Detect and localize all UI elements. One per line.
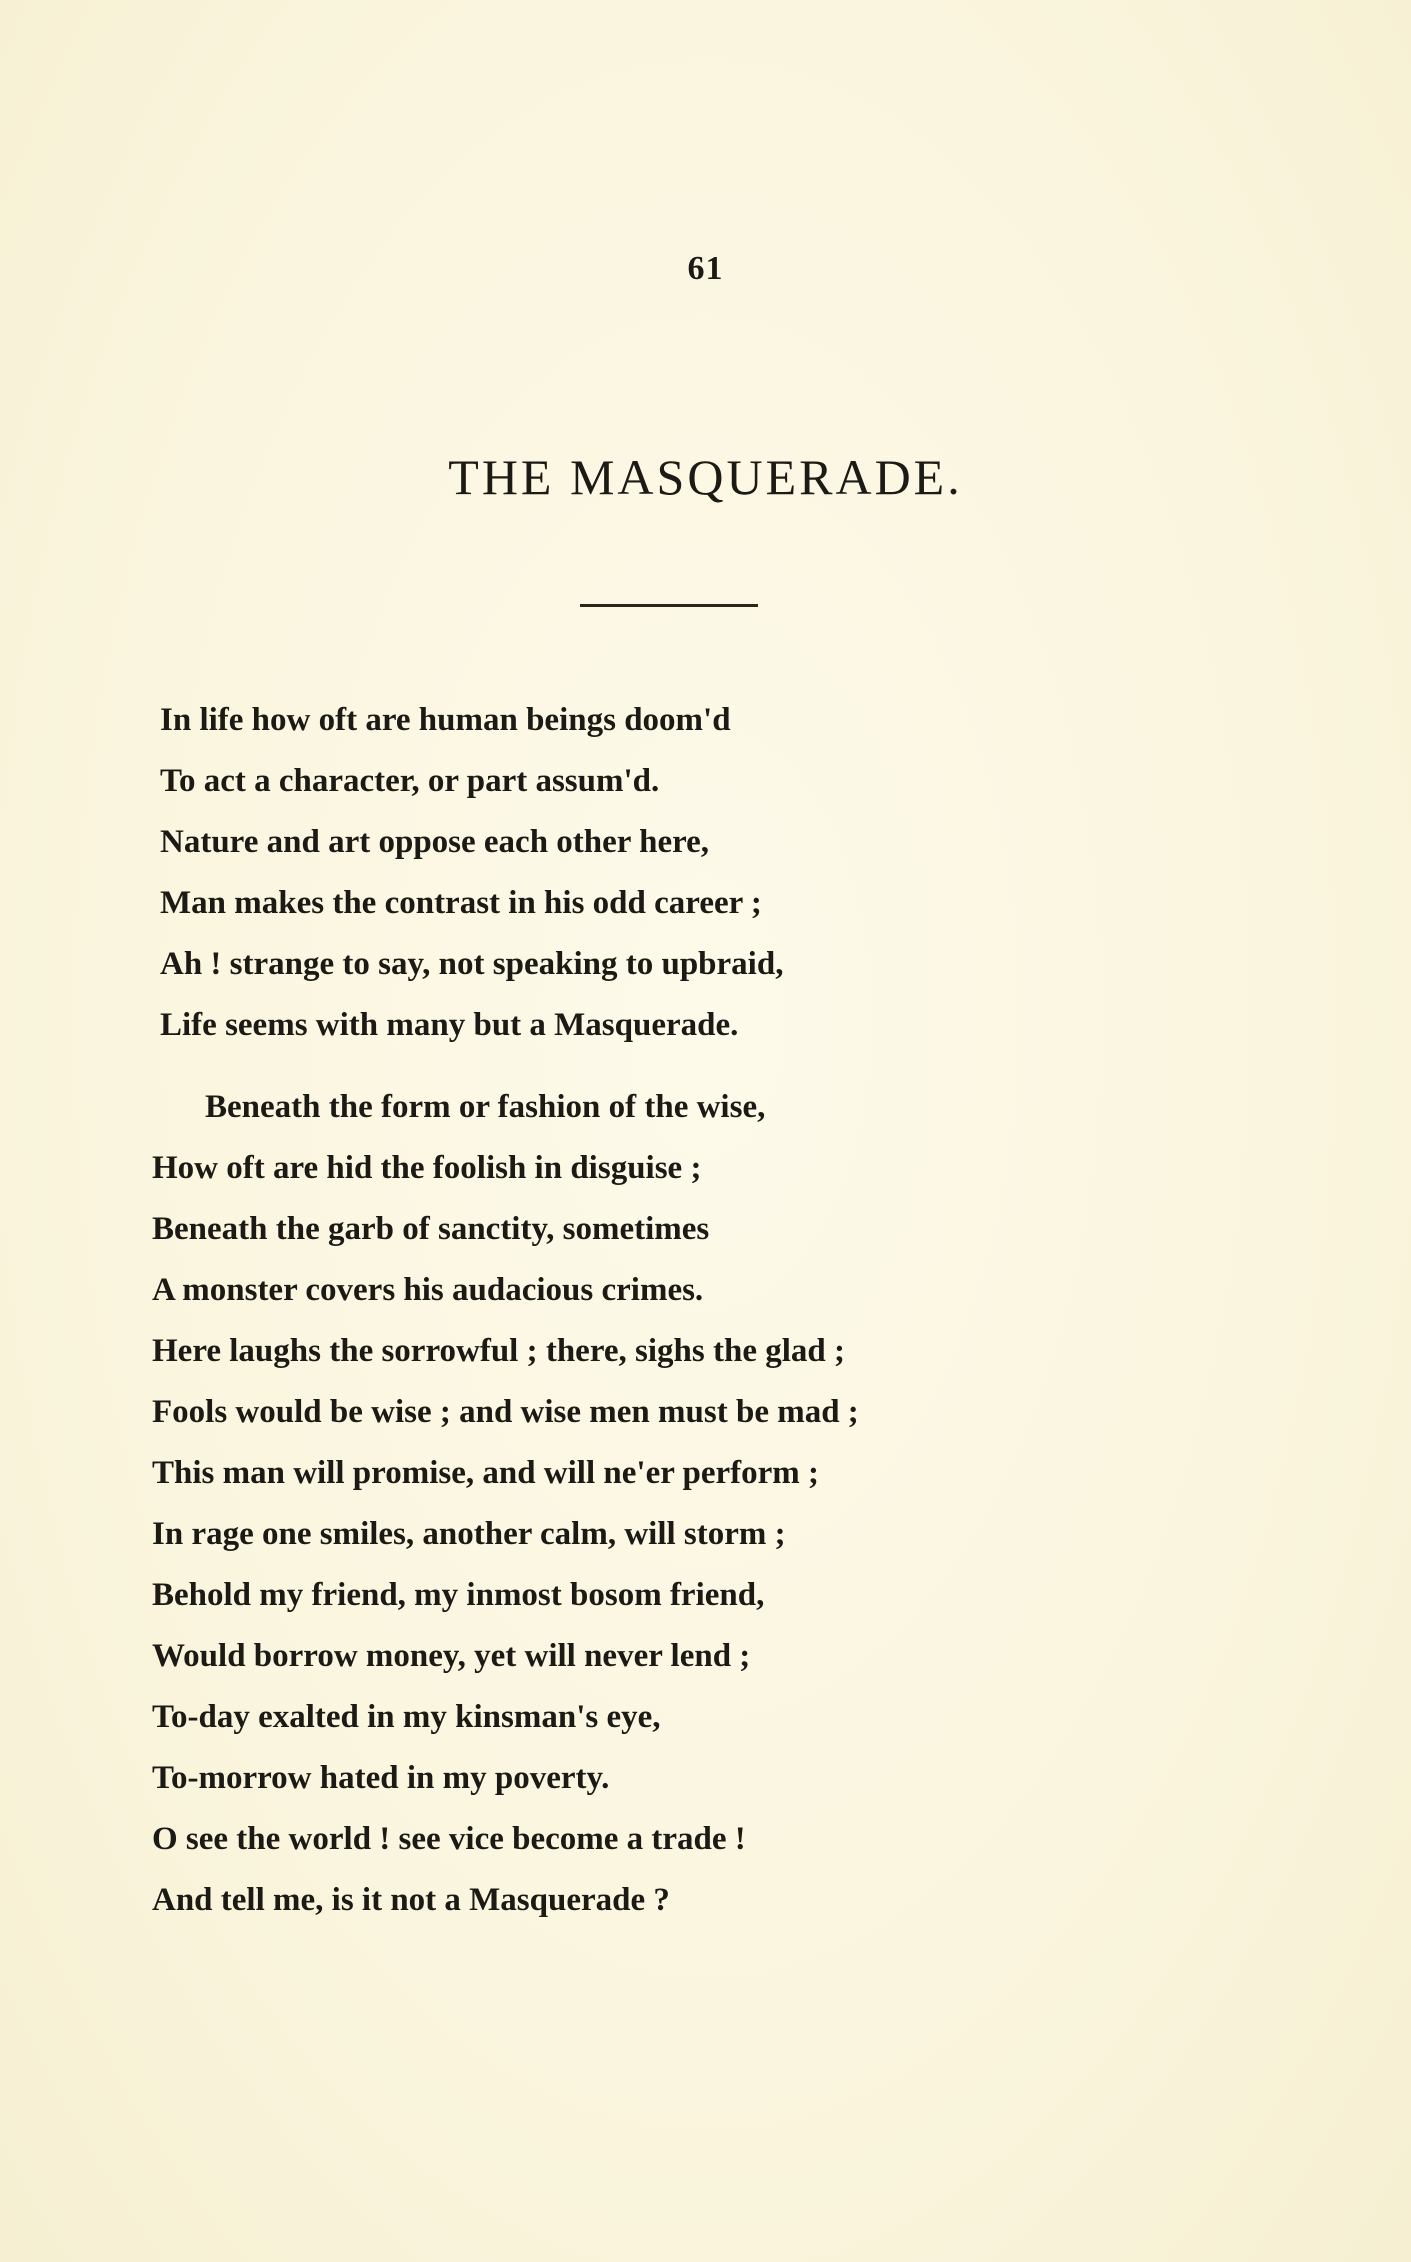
- poem-line: Beneath the garb of sanctity, sometimes: [152, 1211, 710, 1247]
- poem-line: Behold my friend, my inmost bosom friend,: [152, 1577, 765, 1613]
- poem-line: How oft are hid the foolish in disguise ;: [152, 1150, 702, 1186]
- poem-line: Beneath the form or fashion of the wise,: [205, 1089, 766, 1125]
- poem-line: Nature and art oppose each other here,: [160, 824, 710, 860]
- poem-line: In rage one smiles, another calm, will storm ;: [152, 1516, 786, 1552]
- poem-line: And tell me, is it not a Masquerade ?: [152, 1882, 670, 1918]
- poem-line: A monster covers his audacious crimes.: [152, 1272, 704, 1308]
- poem-line: Here laughs the sorrowful ; there, sighs the glad ;: [152, 1333, 845, 1369]
- poem-line: Fools would be wise ; and wise men must be mad ;: [152, 1394, 859, 1430]
- poem-line: In life how oft are human beings doom'd: [160, 702, 731, 738]
- poem-line: Life seems with many but a Masquerade.: [160, 1007, 739, 1043]
- poem-line: To act a character, or part assum'd.: [160, 763, 660, 799]
- poem-line: Would borrow money, yet will never lend ;: [152, 1638, 751, 1674]
- poem-line: To-morrow hated in my poverty.: [152, 1760, 610, 1796]
- stanza-2: [0, 1077, 1411, 1931]
- poem-line: This man will promise, and will ne'er perform ;: [152, 1455, 820, 1491]
- page-number: 61: [687, 250, 724, 287]
- poem-line: To-day exalted in my kinsman's eye,: [152, 1699, 661, 1735]
- poem-line: O see the world ! see vice become a trade !: [152, 1821, 746, 1857]
- title-divider: [580, 604, 758, 607]
- poem-line: Man makes the contrast in his odd career ;: [160, 885, 762, 921]
- stanza-1: [0, 690, 1411, 1056]
- poem-line: Ah ! strange to say, not speaking to upbraid,: [160, 946, 784, 982]
- poem-title: THE MASQUERADE.: [448, 449, 963, 505]
